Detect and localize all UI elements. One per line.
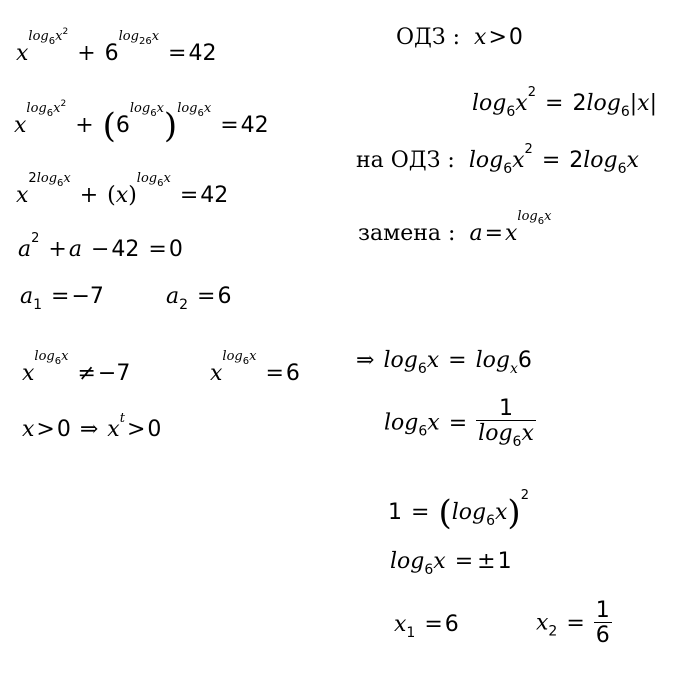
case-eq-6: $x^{log_6x} =6$ [210, 349, 300, 386]
fraction-one-sixth: $\frac{1}{6}$ [595, 598, 610, 648]
case-neq-minus-7: $x^{log_6x} \ne-7$ [22, 349, 131, 386]
positivity-note: x>0 ⇒ $x^t>0$ [22, 411, 162, 442]
substitution: замена : $a=x^{log_6x}$ [358, 209, 552, 246]
equation-step-3: $x^{2log_6x} + (x)^{log_6x} =42$ [16, 171, 229, 208]
log-identity-abs: $\log_6x^2 = 2\log_6|x|$ [472, 85, 657, 120]
root-x2: $x_2$ = $\frac{1}{6}$ [536, 598, 610, 648]
root-a1: $a_1 =-7$ [20, 284, 104, 313]
log-plus-minus-one: $\log_6x = \pm 1$ [390, 549, 512, 578]
base-change: ⇒ $\log_6x = \log_x6$ [356, 348, 532, 377]
reciprocal-form: $\log_6x$ = $\frac{1}{\log_6x}$ [384, 396, 534, 450]
squared-log-equation: $1 = (\log_6x)^2$ [388, 488, 529, 533]
log-identity-on-odz: на ОДЗ : $\log_6x^2 = 2\log_6x$ [356, 142, 639, 177]
odz-condition: ОДЗ : x>0 [396, 25, 523, 50]
root-x1: $x_1 =6$ [394, 612, 459, 641]
equation-original: $x^{log_6x^2} + 6^{log_{26}x} =42$ [16, 27, 217, 66]
equation-step-2: $x^{log_6x^2} + (6^{log_6x})^{log_6x} =42$ [14, 99, 269, 146]
root-a2: $a_2 =6$ [166, 284, 232, 313]
quadratic-equation: $a^2 +a -42 =0$ [18, 231, 183, 262]
fraction-reciprocal: $\frac{1}{\log_6x}$ [478, 396, 534, 450]
